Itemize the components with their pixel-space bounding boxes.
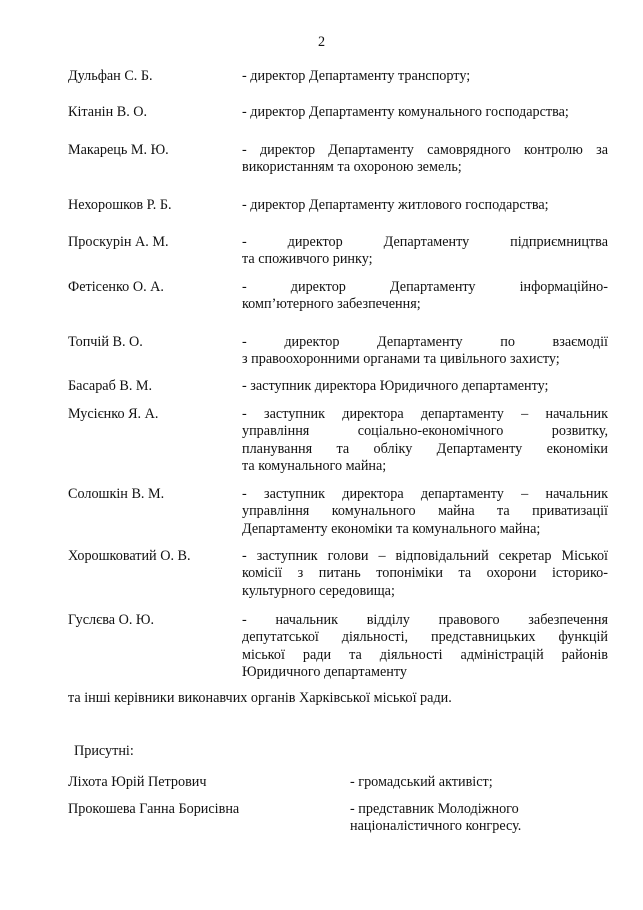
role-line: та комунального майна; xyxy=(242,458,387,475)
official-role xyxy=(242,486,608,538)
official-role xyxy=(242,378,608,395)
role-line: Юридичного департаменту xyxy=(242,664,407,681)
official-name: Нехорошков Р. Б. xyxy=(68,197,172,213)
official-role xyxy=(242,142,608,177)
official-role xyxy=(242,279,608,314)
official-role xyxy=(242,68,608,85)
role-line: комісії з питань топоніміки та охорони історико- xyxy=(242,565,608,582)
official-name: Топчій В. О. xyxy=(68,334,143,350)
role-line: з правоохоронними органами та цивільного захисту; xyxy=(242,351,560,368)
role-line: - директор Департаменту транспорту; xyxy=(242,68,471,84)
official-name: Солошкін В. М. xyxy=(68,486,165,502)
role-line: використанням та охороною земель; xyxy=(242,159,462,176)
role-line: культурного середовища; xyxy=(242,582,395,599)
role-line: - директор Департаменту самоврядного контролю за xyxy=(242,142,608,158)
attendee-role xyxy=(350,774,493,791)
official-name: Кітанін В. О. xyxy=(68,104,148,120)
role-line: - заступник директора Юридичного департаменту; xyxy=(242,378,549,394)
official-name: Хорошковатий О. В. xyxy=(68,548,191,564)
role-line: - директор Департаменту підприємництва xyxy=(242,234,608,250)
official-role xyxy=(242,234,608,269)
official-role xyxy=(242,104,608,121)
role-line: - заступник голови – відповідальний секретар Міської xyxy=(242,548,608,564)
role-line: Департаменту економіки та комунального майна; xyxy=(242,520,541,537)
role-line: комп’ютерного забезпечення; xyxy=(242,296,421,313)
role-line: міської ради та діяльності адміністрацій районів xyxy=(242,646,608,663)
role-line: та споживчого ринку; xyxy=(242,251,373,268)
role-line: - громадський активіст; xyxy=(350,774,493,790)
role-line: планування та обліку Департаменту економіки xyxy=(242,440,608,457)
attendee-role xyxy=(350,801,521,836)
role-line: - директор Департаменту інформаційно- xyxy=(242,279,608,295)
role-line: - директор Департаменту комунального господарства; xyxy=(242,104,569,120)
attendee-name: Ліхота Юрій Петрович xyxy=(68,774,207,790)
attendee-name: Прокошева Ганна Борисівна xyxy=(68,801,240,817)
page-number: 2 xyxy=(317,34,326,50)
official-role xyxy=(242,548,608,600)
official-role xyxy=(242,197,608,214)
official-name: Проскурін А. М. xyxy=(68,234,169,250)
role-line: - начальник відділу правового забезпечення xyxy=(242,612,608,628)
role-line: управління соціально-економічного розвитку, xyxy=(242,423,608,440)
official-name: Фетісенко О. А. xyxy=(68,279,164,295)
role-line: - представник Молодіжного xyxy=(350,801,519,817)
role-line: - директор Департаменту по взаємодії xyxy=(242,334,608,350)
role-line: депутатської діяльності, представницьких функцій xyxy=(242,629,608,646)
official-role xyxy=(242,334,608,369)
present-heading: Присутні: xyxy=(74,743,134,759)
official-name: Мусієнко Я. А. xyxy=(68,406,159,422)
official-name: Гуслєва О. Ю. xyxy=(68,612,155,628)
role-line: - заступник директора департаменту – начальник xyxy=(242,406,608,422)
role-line: - заступник директора департаменту – начальник xyxy=(242,486,608,502)
role-line: націоналістичного конгресу. xyxy=(350,818,522,835)
official-name: Басараб В. М. xyxy=(68,378,153,394)
role-line: - директор Департаменту житлового господарства; xyxy=(242,197,549,213)
role-line: управління комунального майна та приватизації xyxy=(242,503,608,520)
official-name: Дульфан С. Б. xyxy=(68,68,153,84)
closing-text: та інші керівники виконавчих органів Харківської міської ради. xyxy=(68,690,452,706)
official-name: Макарець М. Ю. xyxy=(68,142,169,158)
official-role xyxy=(242,406,608,476)
official-role xyxy=(242,612,608,682)
